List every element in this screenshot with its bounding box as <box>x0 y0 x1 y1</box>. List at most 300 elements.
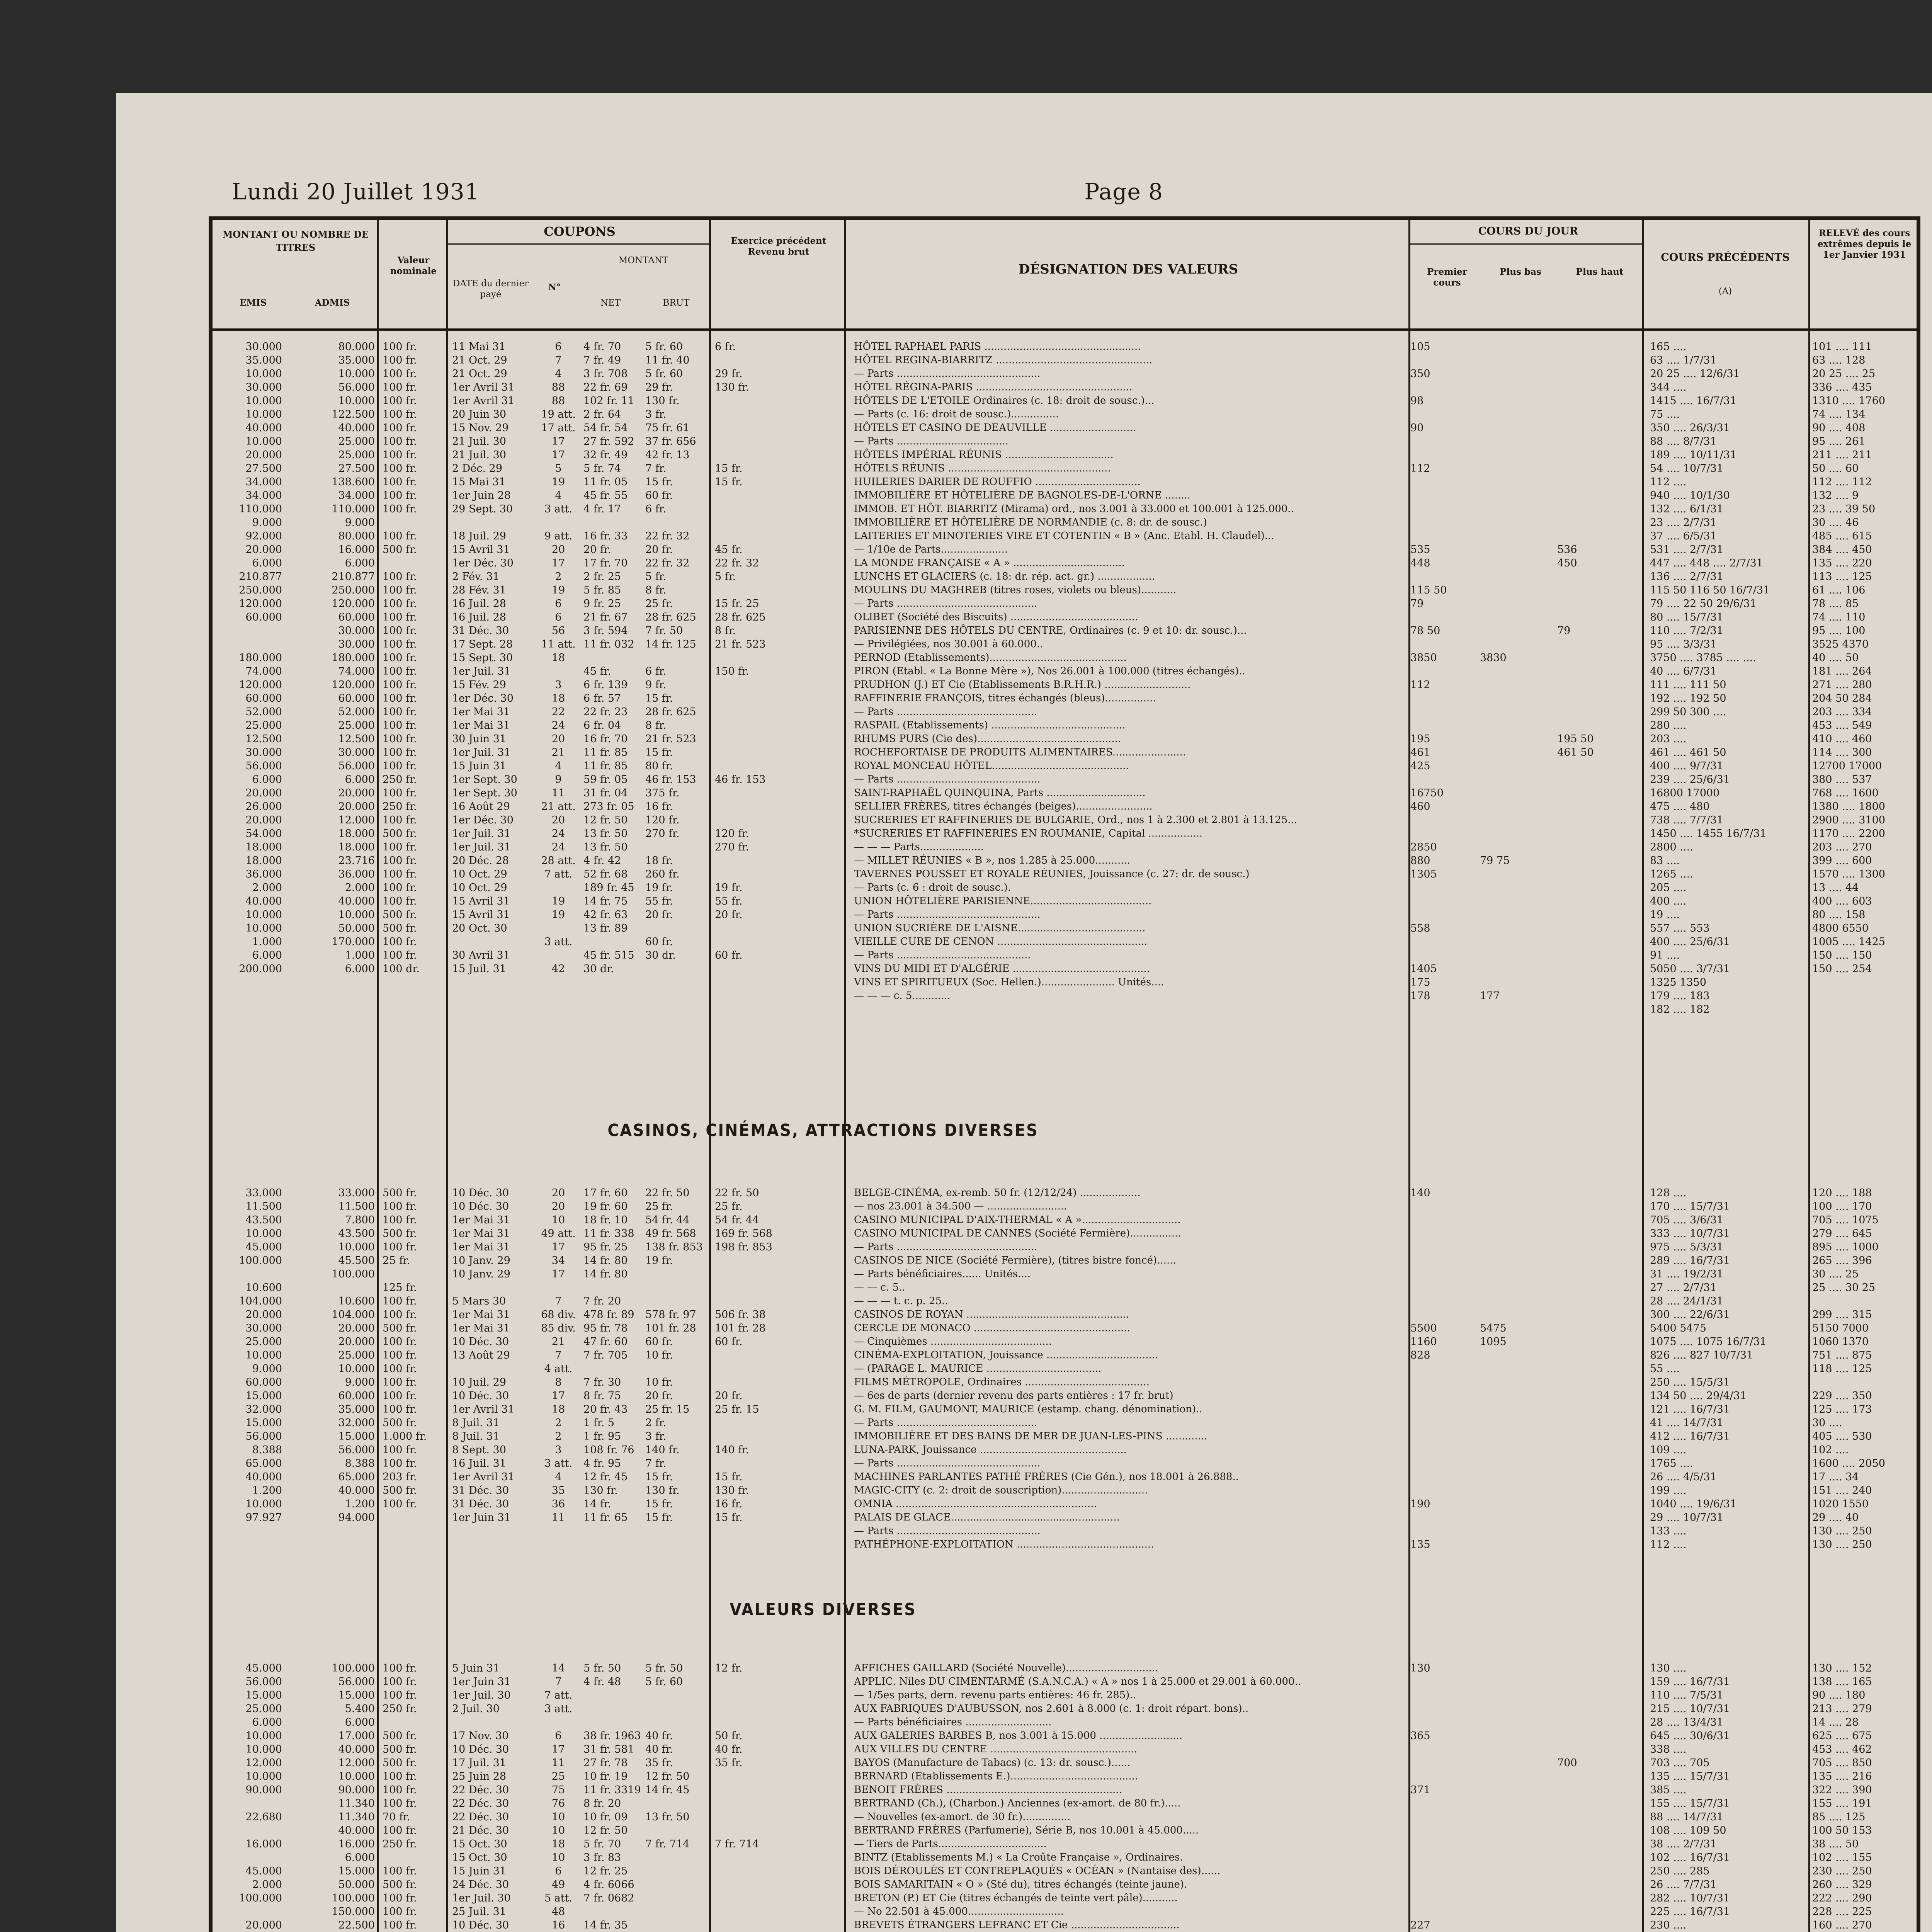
cell-rel: 271 .... 280 <box>1812 679 1872 691</box>
cell-admis: 30.000 <box>338 638 375 650</box>
cell-brut: 5 fr. <box>645 571 667 583</box>
cell-des: CINÉMA-EXPLOITATION, Jouissance ................................... <box>854 1349 1158 1361</box>
cell-date: 5 Juin 31 <box>452 1662 500 1674</box>
cell-prec: 239 .... 25/6/31 <box>1650 774 1730 786</box>
col-emis <box>213 1186 282 1524</box>
cell-emis: 45.000 <box>245 1662 282 1674</box>
cell-brut: 6 fr. <box>645 665 667 677</box>
cell-date: 16 Juil. 28 <box>452 598 506 610</box>
cell-rel: 150 .... 150 <box>1812 949 1872 961</box>
cell-brut: 19 fr. <box>645 1255 673 1267</box>
cell-date: 10 Déc. 30 <box>452 1390 509 1402</box>
cell-prem <box>1410 611 1480 624</box>
cell-pbas <box>1480 1905 1557 1918</box>
cell-prem <box>1410 1254 1480 1267</box>
cell-emis: 2.000 <box>252 1879 282 1891</box>
cell-prem <box>1410 354 1480 367</box>
cell-des: — Parts (c. 16: droit de sousc.)............... <box>854 408 1059 420</box>
cell-nominal: 250 fr. <box>383 1703 417 1715</box>
cell-rel: 1600 .... 2050 <box>1812 1458 1885 1469</box>
cell-phaut <box>1557 705 1634 719</box>
cell-des: — nos 23.001 à 34.500 — ......................... <box>854 1201 1067 1212</box>
cell-admis: 43.500 <box>338 1228 375 1240</box>
cell-exer <box>715 705 788 719</box>
cell-no: 49 att. <box>541 1228 576 1240</box>
cell-prec: 338 .... <box>1650 1743 1687 1755</box>
cell-des: HÔTELS IMPÉRIAL RÉUNIS .................................. <box>854 449 1114 461</box>
rule-after-cours-prec <box>1808 220 1810 1932</box>
cell-phaut <box>1557 1864 1634 1878</box>
cell-date <box>452 1281 529 1294</box>
cell-no: 4 <box>555 760 562 772</box>
cell-net <box>583 1281 641 1294</box>
cell-phaut <box>1557 1891 1634 1905</box>
cell-brut: 60 fr. <box>645 490 673 502</box>
cell-prem: 175 <box>1410 976 1430 988</box>
cell-admis: 50.000 <box>338 922 375 934</box>
cell-phaut <box>1557 800 1634 813</box>
cell-exer: 7 fr. 714 <box>715 1838 759 1850</box>
cell-prec: 27 .... 2/7/31 <box>1650 1282 1717 1294</box>
cell-no: 6 <box>555 1730 562 1742</box>
cell-brut: 9 fr. <box>645 679 667 691</box>
cell-des: — Parts bénéficiaires...... Unités.... <box>854 1268 1031 1280</box>
cell-admis: 25.000 <box>338 1349 375 1361</box>
cell-pbas <box>1480 773 1557 786</box>
cell-date: 16 Juil. 31 <box>452 1458 506 1469</box>
cell-brut: 18 fr. <box>645 855 673 867</box>
cell-rel: 114 .... 300 <box>1812 747 1872 759</box>
cell-rel: 38 .... 50 <box>1812 1838 1859 1850</box>
cell-phaut <box>1557 1824 1634 1837</box>
cell-no: 17 <box>551 1241 565 1253</box>
cell-no: 18 <box>551 652 565 664</box>
cell-nominal: 100 fr. <box>383 1444 417 1456</box>
cell-nominal: 100 fr. <box>383 368 417 380</box>
cell-net: 45 fr. 515 <box>583 949 634 961</box>
cell-prem <box>1410 1376 1480 1389</box>
cell-prec: 333 .... 10/7/31 <box>1650 1228 1730 1240</box>
cell-net: 5 fr. 74 <box>583 463 621 474</box>
cell-prem: 2850 <box>1410 841 1437 853</box>
cell-rel: 101 .... 111 <box>1812 341 1872 353</box>
cell-date: 1er Mai 31 <box>452 1228 510 1240</box>
col-exer <box>715 1186 788 1524</box>
cell-des: — 1/10e de Parts..................... <box>854 544 1008 555</box>
cell-exer <box>715 394 788 408</box>
cell-des: BRETON (P.) ET Cie (titres échangés de teinte vert pâle)........... <box>854 1892 1178 1904</box>
cell-phaut <box>1557 1376 1634 1389</box>
cell-emis: 90.000 <box>245 1784 282 1796</box>
cell-prec: 136 .... 2/7/31 <box>1650 571 1723 583</box>
cell-rel: 625 .... 675 <box>1812 1730 1872 1742</box>
cell-prec: 37 .... 6/5/31 <box>1650 530 1717 542</box>
cell-nominal: 250 fr. <box>383 1838 417 1850</box>
cell-no: 11 <box>551 1512 565 1524</box>
cell-des: — Parts (c. 6 : droit de sousc.). <box>854 882 1011 893</box>
cell-rel: 5150 7000 <box>1812 1322 1869 1334</box>
cell-admis: 40.000 <box>338 895 375 907</box>
cell-net: 54 fr. 54 <box>583 422 628 434</box>
cell-date: 1er Mai 31 <box>452 1322 510 1334</box>
section-valeurs-diverses: VALEURS DIVERSES <box>730 1600 917 1619</box>
cell-brut <box>645 1878 711 1891</box>
cell-brut <box>645 516 711 529</box>
cell-emis: 120.000 <box>239 679 282 691</box>
cell-prec: 5400 5475 <box>1650 1322 1707 1334</box>
cell-prec: 28 .... 13/4/31 <box>1650 1716 1723 1728</box>
cell-admis: 56.000 <box>338 381 375 393</box>
cell-rel: 1170 .... 2200 <box>1812 828 1885 840</box>
cell-rel: 705 .... 1075 <box>1812 1214 1879 1226</box>
cell-phaut <box>1557 1716 1634 1729</box>
cell-no: 17 <box>551 1268 565 1280</box>
cell-emis: 10.000 <box>245 1730 282 1742</box>
cell-phaut <box>1557 1689 1634 1702</box>
cell-des: UNION HÔTELIÈRE PARISIENNE...................................... <box>854 895 1152 907</box>
cell-emis: 10.000 <box>245 368 282 380</box>
cell-date: 15 Avril 31 <box>452 909 510 921</box>
cell-brut: 19 fr. <box>645 882 673 894</box>
cell-des: PATHÉPHONE-EXPLOITATION ........................................... <box>854 1539 1154 1550</box>
cell-net: 38 fr. 1963 <box>583 1730 641 1742</box>
cell-rel: 12700 17000 <box>1812 760 1882 772</box>
cell-pbas <box>1480 1743 1557 1756</box>
cell-rel: 102 .... 155 <box>1812 1852 1872 1864</box>
cell-brut: 20 fr. <box>645 544 673 556</box>
cell-date: 21 Juil. 30 <box>452 435 506 447</box>
cell-brut: 10 fr. <box>645 1376 673 1388</box>
cell-prec: 230 .... <box>1650 1919 1687 1931</box>
cell-des: AUX FABRIQUES D'AUBUSSON, nos 2.601 à 8.000 (c. 1: droit répart. bons).. <box>854 1703 1249 1714</box>
cell-nominal: 100 fr. <box>383 1201 417 1213</box>
cell-brut: 22 fr. 50 <box>645 1187 690 1199</box>
cell-prec: 412 .... 16/7/31 <box>1650 1430 1730 1442</box>
hdr-brut: BRUT <box>663 298 690 308</box>
cell-brut: 14 fr. 45 <box>645 1784 690 1796</box>
cell-rel: 30 .... 46 <box>1812 517 1859 529</box>
cell-pbas <box>1480 962 1557 976</box>
cell-brut: 49 fr. 568 <box>645 1228 696 1240</box>
cell-rel: 130 .... 250 <box>1812 1539 1872 1551</box>
cell-admis: 30.000 <box>338 625 375 637</box>
cell-emis: 52.000 <box>245 706 282 718</box>
cell-des: HÔTEL REGINA-BIARRITZ ................................................. <box>854 354 1152 366</box>
cell-brut: 75 fr. 61 <box>645 422 690 434</box>
cell-pbas <box>1480 759 1557 773</box>
cell-des: ROCHEFORTAISE DE PRODUITS ALIMENTAIRES....................... <box>854 747 1186 758</box>
cell-date: 22 Déc. 30 <box>452 1811 509 1823</box>
cell-des: BINTZ (Etablissements M.) « La Croûte Française », Ordinaires. <box>854 1852 1183 1863</box>
col-pbas <box>1480 1662 1557 1932</box>
cell-des: LA MONDE FRANÇAISE « A » ................................... <box>854 557 1125 569</box>
cell-des: VIEILLE CURE DE CENON ............................................... <box>854 936 1148 947</box>
cell-phaut <box>1557 1662 1634 1675</box>
cell-no: 16 <box>551 1919 565 1931</box>
cell-phaut <box>1557 1918 1634 1932</box>
cell-phaut <box>1557 1200 1634 1213</box>
cell-phaut <box>1557 867 1634 881</box>
cell-emis <box>213 1824 282 1837</box>
cell-phaut <box>1557 1810 1634 1824</box>
cell-no: 3 att. <box>544 936 573 948</box>
cell-pbas <box>1480 1349 1557 1362</box>
col-date <box>452 1186 529 1524</box>
cell-exer: 140 fr. <box>715 1444 749 1456</box>
cell-admis: 10.000 <box>338 395 375 407</box>
cell-date <box>452 935 529 949</box>
cell-rel: 17 .... 34 <box>1812 1471 1859 1483</box>
cell-prec: 121 .... 16/7/31 <box>1650 1403 1730 1415</box>
cell-emis <box>213 638 282 651</box>
cell-no: 19 <box>551 476 565 488</box>
cell-net: 47 fr. 60 <box>583 1336 628 1348</box>
cell-pbas <box>1480 1470 1557 1484</box>
cell-phaut <box>1557 1227 1634 1240</box>
cell-nominal: 100 fr. <box>383 841 417 853</box>
cell-net <box>583 516 641 529</box>
cell-phaut <box>1557 1675 1634 1689</box>
cell-date: 1er Déc. 30 <box>452 814 514 826</box>
cell-des: TAVERNES POUSSET ET ROYALE RÉUNIES, Jouissance (c. 27: dr. de sousc.) <box>854 868 1250 880</box>
cell-date: 10 Déc. 30 <box>452 1187 509 1199</box>
cell-rel: 125 .... 173 <box>1812 1403 1872 1415</box>
col-admis <box>290 1186 375 1524</box>
cell-rel: 260 .... 329 <box>1812 1879 1872 1891</box>
cell-phaut <box>1557 475 1634 489</box>
cell-rel: 453 .... 549 <box>1812 719 1872 731</box>
cell-prec: 203 .... <box>1650 733 1687 745</box>
cell-no: 2 <box>555 571 562 583</box>
cell-net: 16 fr. 33 <box>583 530 628 542</box>
cell-date: 1er Juin 28 <box>452 490 511 502</box>
cell-prem <box>1410 448 1480 462</box>
cell-net: 13 fr. 50 <box>583 828 628 840</box>
cell-nominal: 100 fr. <box>383 625 417 637</box>
cell-brut: 7 fr. <box>645 463 667 474</box>
cell-emis: 200.000 <box>239 963 282 975</box>
cell-brut <box>645 1918 711 1932</box>
cell-phaut <box>1557 408 1634 421</box>
cell-rel: 384 .... 450 <box>1812 544 1872 556</box>
cell-emis: 1.200 <box>252 1485 282 1497</box>
cell-exer: 22 fr. 32 <box>715 557 759 569</box>
cell-brut: 130 fr. <box>645 1485 680 1497</box>
cell-pbas <box>1480 1702 1557 1716</box>
cell-emis: 6.000 <box>252 774 282 786</box>
cell-nominal: 100 fr. <box>383 476 417 488</box>
cell-brut <box>645 1864 711 1878</box>
cell-nominal: 500 fr. <box>383 1757 417 1769</box>
cell-admis: 8.388 <box>345 1458 375 1469</box>
cell-net: 2 fr. 64 <box>583 408 621 420</box>
cell-brut: 130 fr. <box>645 395 680 407</box>
cell-prec: 299 50 300 .... <box>1650 706 1726 718</box>
cell-date: 21 Oct. 29 <box>452 368 507 380</box>
cell-rel: 336 .... 435 <box>1812 381 1872 393</box>
cell-prem: 112 <box>1410 679 1430 691</box>
cell-net: 27 fr. 78 <box>583 1757 628 1769</box>
cell-des: PRUDHON (J.) ET Cie (Etablissements B.R.H.R.) ........................... <box>854 679 1191 690</box>
cell-admis: 10.000 <box>338 1363 375 1375</box>
cell-phaut <box>1557 1416 1634 1430</box>
cell-prem <box>1410 813 1480 827</box>
cell-emis: 110.000 <box>239 503 282 515</box>
cell-exer <box>715 692 788 705</box>
cell-phaut <box>1557 1851 1634 1864</box>
cell-pbas <box>1480 1254 1557 1267</box>
cell-admis: 6.000 <box>345 557 375 569</box>
cell-prem <box>1410 1443 1480 1457</box>
cell-phaut <box>1557 381 1634 394</box>
cell-net <box>583 1689 641 1702</box>
cell-rel: 1310 .... 1760 <box>1812 395 1885 407</box>
cell-date: 5 Mars 30 <box>452 1295 506 1307</box>
cell-net: 4 fr. 17 <box>583 503 621 515</box>
cell-pbas <box>1480 1308 1557 1321</box>
cell-emis: 10.000 <box>245 1228 282 1240</box>
hdr-date-paye: DATE du dernier payé <box>452 279 529 299</box>
cell-brut: 16 fr. <box>645 801 673 813</box>
cell-exer: 35 fr. <box>715 1757 743 1769</box>
cell-prem: 140 <box>1410 1187 1430 1199</box>
cell-no: 4 att. <box>544 1363 573 1375</box>
cell-brut: 37 fr. 656 <box>645 435 696 447</box>
cell-prem <box>1410 719 1480 732</box>
cell-prec: 110 .... 7/2/31 <box>1650 625 1723 637</box>
cell-date: 1er Juil. 30 <box>452 1892 511 1904</box>
cell-prem <box>1410 949 1480 962</box>
cell-nominal: 100 fr. <box>383 1798 417 1810</box>
cell-rel: 4800 6550 <box>1812 922 1869 934</box>
cell-nominal: 100 fr. <box>383 936 417 948</box>
cell-rel: 113 .... 125 <box>1812 571 1872 583</box>
cell-date: 2 Juil. 30 <box>452 1703 500 1715</box>
cell-no: 5 <box>555 463 562 474</box>
cell-prem <box>1410 665 1480 678</box>
cell-pbas <box>1480 908 1557 922</box>
cell-exer <box>715 922 788 935</box>
cell-des: — No 22.501 à 45.000.............................. <box>854 1906 1064 1917</box>
cell-brut: 30 dr. <box>645 949 676 961</box>
hdr-montant: MONTANT OU NOMBRE DE TITRES <box>222 229 369 253</box>
cell-net: 17 fr. 60 <box>583 1187 628 1199</box>
cell-rel: 118 .... 125 <box>1812 1363 1872 1375</box>
cell-prem <box>1410 692 1480 705</box>
cell-net: 18 fr. 10 <box>583 1214 628 1226</box>
cell-prem <box>1410 1770 1480 1783</box>
cell-nominal: 125 fr. <box>383 1282 417 1294</box>
cell-phaut <box>1557 976 1634 989</box>
cell-rel: 453 .... 462 <box>1812 1743 1872 1755</box>
cell-des: BAYOS (Manufacture de Tabacs) (c. 13: dr. sousc.)...... <box>854 1757 1131 1769</box>
cell-date: 31 Déc. 30 <box>452 625 509 637</box>
cell-phaut <box>1557 665 1634 678</box>
cell-admis: 27.500 <box>338 463 375 474</box>
cell-brut: 15 fr. <box>645 1498 673 1510</box>
cell-date: 25 Juin 28 <box>452 1770 507 1782</box>
cell-rel: 74 .... 134 <box>1812 408 1866 420</box>
cell-nominal: 25 fr. <box>383 1255 410 1267</box>
col-pbas <box>1480 1186 1557 1551</box>
cell-pbas <box>1480 583 1557 597</box>
cell-admis: 40.000 <box>338 1485 375 1497</box>
cell-des: AUX VILLES DU CENTRE .............................................. <box>854 1743 1138 1755</box>
cell-no: 36 <box>551 1498 565 1510</box>
cell-phaut <box>1557 719 1634 732</box>
cell-admis: 10.000 <box>338 909 375 921</box>
cell-nominal: 500 fr. <box>383 828 417 840</box>
col-net <box>583 1186 641 1524</box>
cell-prem: 880 <box>1410 855 1430 867</box>
cell-prem <box>1410 1756 1480 1770</box>
cell-pbas <box>1480 1294 1557 1308</box>
cell-net: 5 fr. 50 <box>583 1662 621 1674</box>
cell-nominal: 100 fr. <box>383 1865 417 1877</box>
cell-admis: 40.000 <box>338 422 375 434</box>
cell-net: 5 fr. 70 <box>583 1838 621 1850</box>
cell-phaut <box>1557 1294 1634 1308</box>
col-exer <box>715 1662 788 1932</box>
cell-nominal: 500 fr. <box>383 1228 417 1240</box>
cell-exer: 54 fr. 44 <box>715 1214 759 1226</box>
cell-nominal: 100 fr. <box>383 760 417 772</box>
cell-pbas <box>1480 1770 1557 1783</box>
cell-emis: 120.000 <box>239 598 282 610</box>
cell-net: 31 fr. 04 <box>583 787 628 799</box>
cell-prec: 110 .... 7/5/31 <box>1650 1689 1723 1701</box>
cell-date: 28 Fév. 31 <box>452 584 506 596</box>
cell-nominal <box>383 556 440 570</box>
cell-rel: 30 .... <box>1812 1417 1842 1429</box>
cell-no: 7 <box>555 1349 562 1361</box>
cell-date: 17 Sept. 28 <box>452 638 513 650</box>
cell-date: 10 Oct. 29 <box>452 868 507 880</box>
cell-des: *SUCRERIES ET RAFFINERIES EN ROUMANIE, Capital ................. <box>854 828 1203 839</box>
cell-prem <box>1410 1511 1480 1524</box>
cell-prec: 531 .... 2/7/31 <box>1650 544 1723 556</box>
cell-nominal: 100 fr. <box>383 747 417 759</box>
table-header <box>213 220 1917 328</box>
cell-no: 17 <box>551 449 565 461</box>
cell-des: CASINO MUNICIPAL D'AIX-THERMAL « A »............................... <box>854 1214 1181 1226</box>
cell-des: — Nouvelles (ex-amort. de 30 fr.)............... <box>854 1811 1071 1823</box>
cell-rel: 25 .... 30 25 <box>1812 1282 1876 1294</box>
cell-emis: 32.000 <box>245 1403 282 1415</box>
cell-net <box>583 1905 641 1918</box>
cell-brut: 5 fr. 60 <box>645 1676 683 1688</box>
cell-date: 15 Juin 31 <box>452 760 507 772</box>
cell-prem: 227 <box>1410 1919 1430 1931</box>
cell-admis: 16.000 <box>338 544 375 556</box>
cell-rel: 120 .... 188 <box>1812 1187 1872 1199</box>
cell-des: — (PARAGE L. MAURICE .................................... <box>854 1363 1102 1374</box>
cell-pbas <box>1480 354 1557 367</box>
cell-net: 4 fr. 42 <box>583 855 621 867</box>
cell-prec: 155 .... 15/7/31 <box>1650 1798 1730 1810</box>
col-no <box>533 340 583 976</box>
cell-pbas <box>1480 597 1557 611</box>
col-prec <box>1650 1662 1804 1932</box>
cell-date: 1er Mai 31 <box>452 706 510 718</box>
cell-admis: 23.716 <box>338 855 375 867</box>
cell-no: 10 <box>551 1825 565 1837</box>
cell-pbas <box>1480 746 1557 759</box>
cell-des: BERTRAND FRÈRES (Parfumerie), Série B, nos 10.001 à 45.000..... <box>854 1825 1199 1836</box>
cell-exer <box>715 529 788 543</box>
cell-exer: 15 fr. <box>715 1512 743 1524</box>
cell-prec: 159 .... 16/7/31 <box>1650 1676 1730 1688</box>
